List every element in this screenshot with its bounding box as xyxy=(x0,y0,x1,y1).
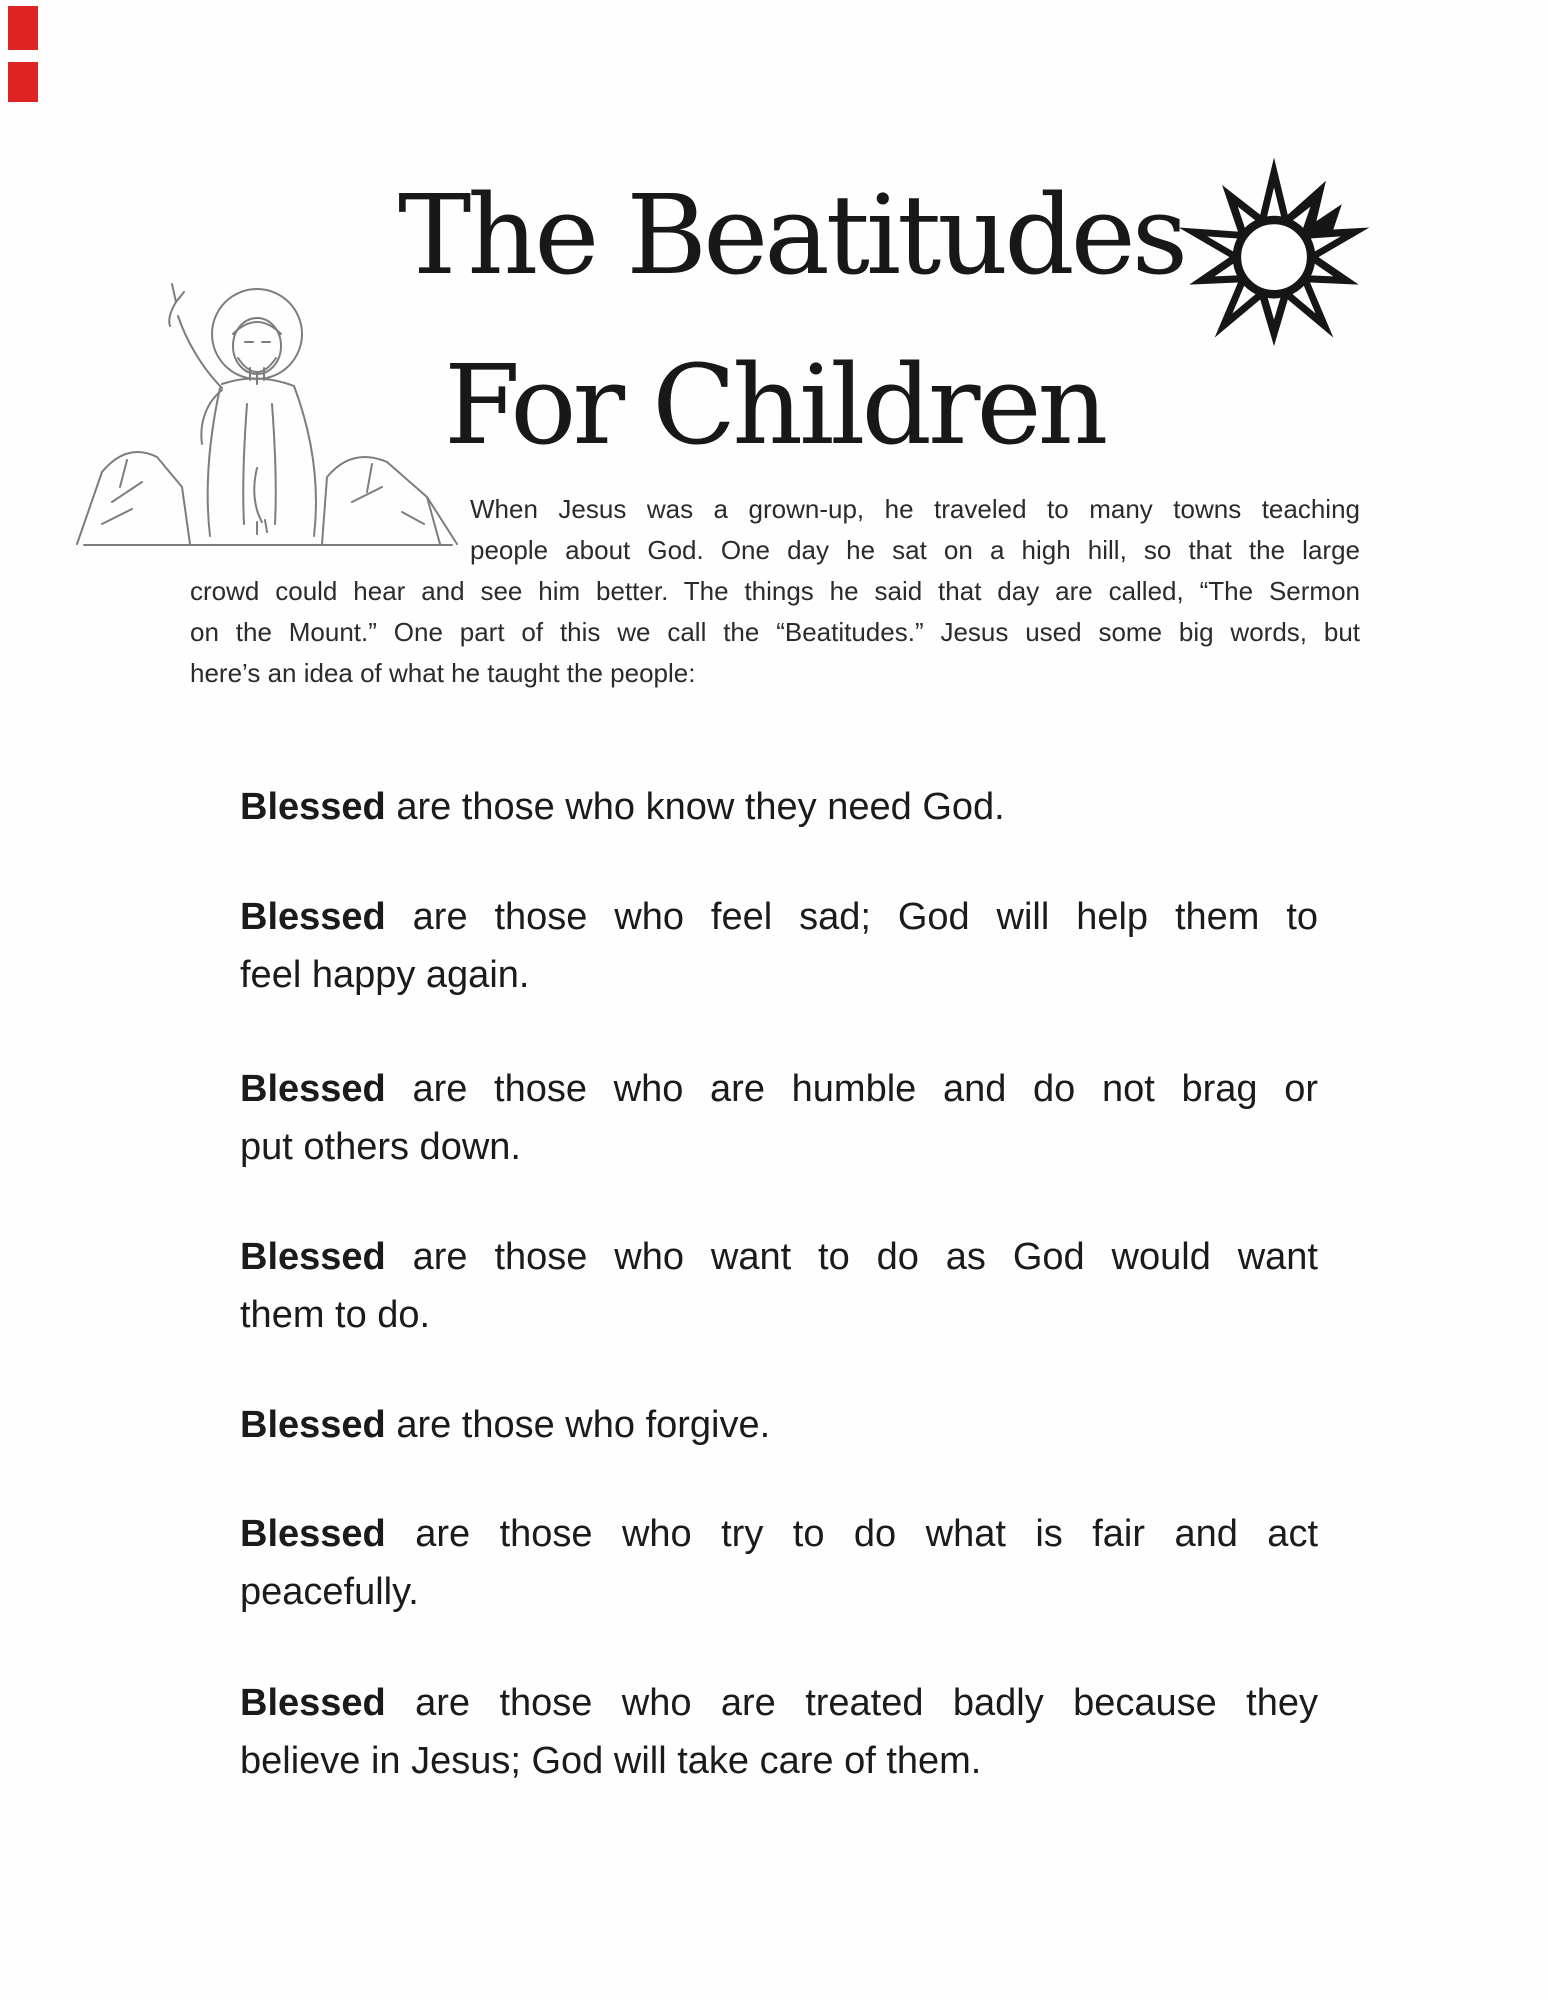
beatitude-item-3 xyxy=(240,1060,1318,1176)
beatitude-text: are those who know they need God. xyxy=(396,786,1005,828)
beatitude-text: are those who feel sad; God will help them to xyxy=(412,896,1319,938)
page-title-line2: For Children xyxy=(444,341,1105,469)
intro-line-3: crowd could hear and see him better. The things he said that day are called, “The Sermon xyxy=(190,576,1360,606)
beatitude-line xyxy=(240,1396,1318,1454)
beatitude-bold: Blessed xyxy=(240,1513,386,1555)
beatitude-line xyxy=(240,1228,1318,1286)
intro-line-5: here’s an idea of what he taught the people: xyxy=(190,658,696,688)
sun-starburst-icon xyxy=(1168,142,1380,368)
beatitude-text: feel happy again. xyxy=(240,954,530,996)
intro-line-4: on the Mount.” One part of this we call the “Beatitudes.” Jesus used some big words, but xyxy=(190,617,1360,647)
beatitude-line xyxy=(240,946,1318,1004)
beatitude-item-5 xyxy=(240,1396,1318,1454)
intro-paragraph xyxy=(190,489,1360,694)
beatitude-line xyxy=(240,1674,1318,1732)
beatitude-item-4 xyxy=(240,1228,1318,1344)
beatitude-text: believe in Jesus; God will take care of them. xyxy=(240,1740,982,1782)
beatitude-line xyxy=(240,1505,1318,1563)
beatitude-bold: Blessed xyxy=(240,1682,386,1724)
beatitude-item-7 xyxy=(240,1674,1318,1790)
beatitude-text: put others down. xyxy=(240,1126,521,1168)
beatitude-text: are those who are treated badly because they xyxy=(415,1682,1318,1724)
beatitude-line xyxy=(240,1286,1318,1344)
beatitude-line xyxy=(240,1118,1318,1176)
beatitude-line xyxy=(240,1060,1318,1118)
beatitude-text: peacefully. xyxy=(240,1571,419,1613)
beatitude-line xyxy=(240,1563,1318,1621)
beatitude-text: are those who try to do what is fair and act xyxy=(415,1513,1318,1555)
beatitude-line xyxy=(240,1732,1318,1790)
beatitude-line xyxy=(240,778,1318,836)
red-annotation-mark-1 xyxy=(8,6,38,50)
beatitude-text: them to do. xyxy=(240,1294,431,1336)
beatitude-bold: Blessed xyxy=(240,896,386,938)
beatitude-item-6 xyxy=(240,1505,1318,1621)
beatitude-bold: Blessed xyxy=(240,1404,386,1446)
beatitude-text: are those who want to do as God would want xyxy=(412,1236,1318,1278)
intro-line-2: people about God. One day he sat on a high hill, so that the large xyxy=(470,535,1360,565)
beatitude-item-1 xyxy=(240,778,1318,836)
red-annotation-mark-2 xyxy=(8,62,38,102)
beatitude-text: are those who are humble and do not brag or xyxy=(412,1068,1318,1110)
beatitude-bold: Blessed xyxy=(240,786,386,828)
beatitude-bold: Blessed xyxy=(240,1236,386,1278)
beatitude-bold: Blessed xyxy=(240,1068,386,1110)
intro-line-1: When Jesus was a grown-up, he traveled to many towns teaching xyxy=(470,494,1360,524)
beatitude-text: are those who forgive. xyxy=(396,1404,771,1446)
beatitude-line xyxy=(240,888,1318,946)
page-title-line1: The Beatitudes xyxy=(398,171,1185,299)
beatitude-item-2 xyxy=(240,888,1318,1004)
